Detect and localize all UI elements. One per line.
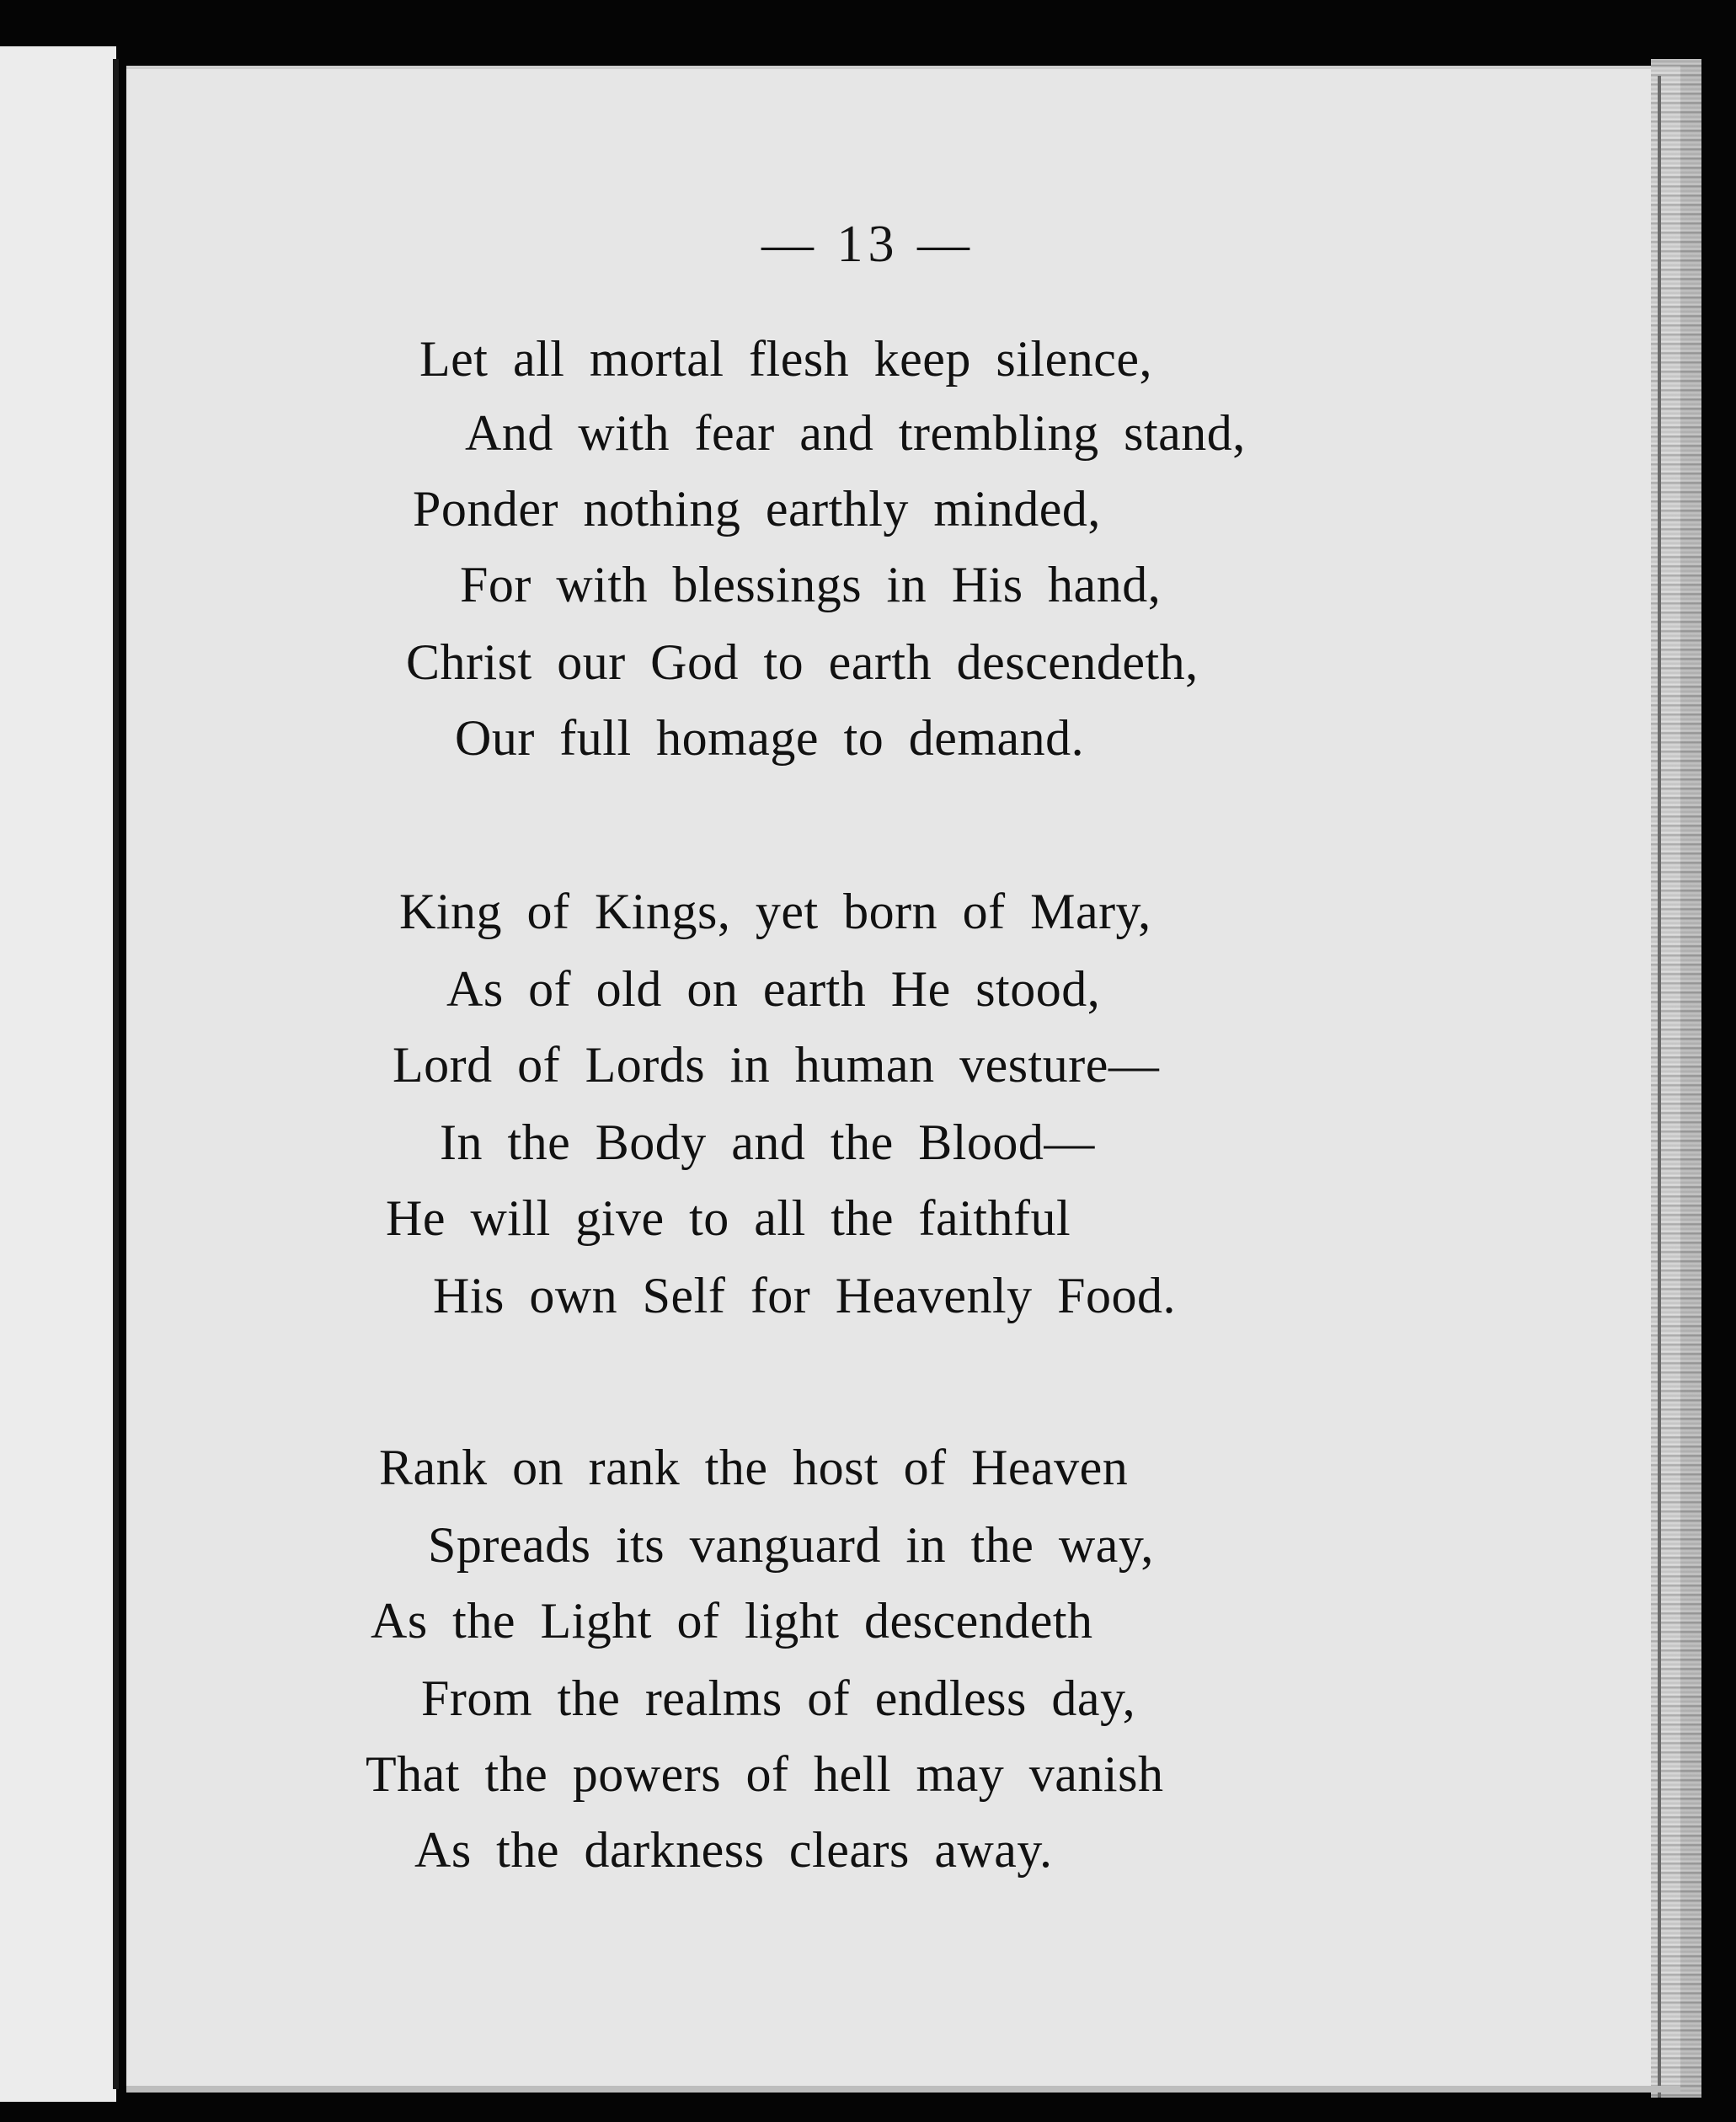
- verse-line: As the Light of light descendeth: [371, 1593, 1093, 1649]
- verse-line: In the Body and the Blood—: [440, 1114, 1095, 1170]
- verse-line: His own Self for Heavenly Food.: [433, 1268, 1177, 1323]
- verse-line: Our full homage to demand.: [455, 710, 1085, 766]
- verse-line: From the realms of endless day,: [421, 1670, 1136, 1726]
- verse-line: As of old on earth He stood,: [446, 961, 1101, 1017]
- verse-line: Spreads its vanguard in the way,: [428, 1517, 1154, 1573]
- verse-line: That the powers of hell may vanish: [366, 1746, 1164, 1802]
- binding-gutter-line: [113, 59, 119, 2089]
- verse-line: Let all mortal flesh keep silence,: [419, 331, 1153, 387]
- verse-line: Rank on rank the host of Heaven: [379, 1440, 1129, 1495]
- page-fore-edge-line: [1658, 76, 1661, 2098]
- verse-line: He will give to all the faithful: [386, 1190, 1071, 1246]
- facing-page-edge: [0, 46, 116, 2102]
- verse-line: As the darkness clears away.: [414, 1822, 1053, 1878]
- verse-line: Ponder nothing earthly minded,: [413, 481, 1101, 537]
- verse-line: King of Kings, yet born of Mary,: [399, 884, 1151, 939]
- verse-line: For with blessings in His hand,: [460, 557, 1162, 612]
- page-bottom-edge: [126, 2086, 1680, 2093]
- verse-line: Lord of Lords in human vesture—: [393, 1037, 1160, 1093]
- verse-line: Christ our God to earth descendeth,: [406, 634, 1199, 690]
- page-number: — 13 —: [761, 216, 975, 273]
- verse-line: And with fear and trembling stand,: [465, 405, 1246, 461]
